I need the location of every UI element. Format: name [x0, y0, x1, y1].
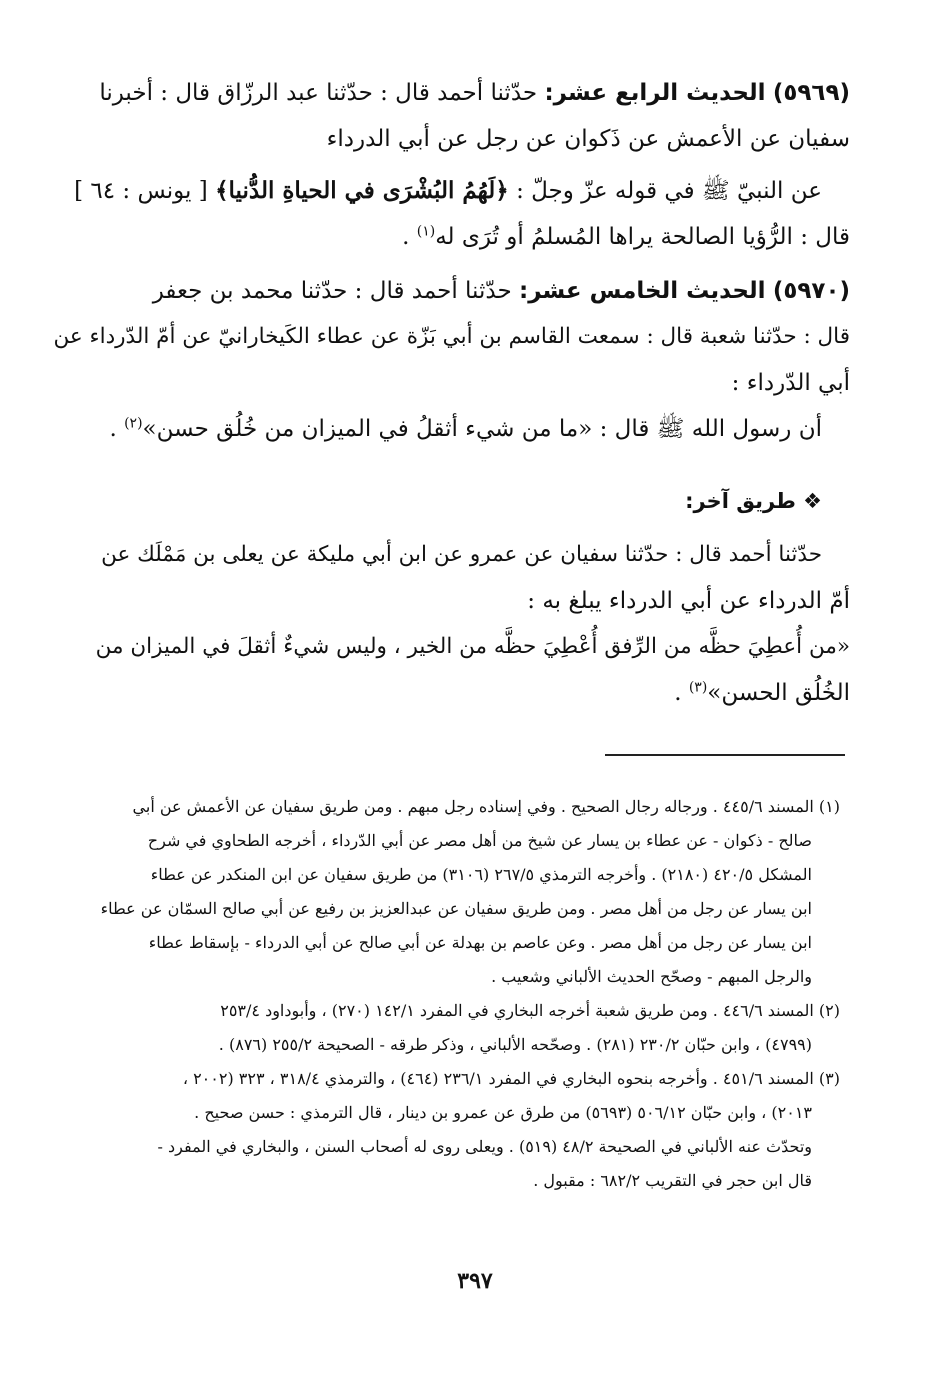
- footnote-1-line: ابن يسار عن رجل من أهل مصر . وعن عاصم بن بهدلة عن أبي صالح عن أبي الدرداء - بإسقاط عطاء: [148, 933, 812, 952]
- footnote-1-line: (١) المسند ٤٤٥/٦ . ورجاله رجال الصحيح . وفي إسناده رجل مبهم . ومن طريق سفيان عن الأعمش عن أبي: [132, 797, 840, 816]
- quran-verse: ﴿لَهُمُ البُشْرَى في الحياةِ الدُّنيا﴾: [215, 177, 509, 204]
- other-route: [95, 532, 850, 716]
- other-route-line-2: أمّ الدرداء عن أبي الدرداء يبلغ به :: [527, 588, 850, 614]
- hadith-14-heading: الحديث الرابع عشر:: [544, 80, 766, 106]
- hadith-15-end: .: [109, 416, 117, 442]
- hadith-14-line-1: [100, 70, 850, 116]
- other-route-line-4: [100, 670, 850, 716]
- hadith-14-chain-start: حدّثنا أحمد قال : حدّثنا عبد الرزّاق قال : أخبرنا: [99, 80, 538, 106]
- hadith-14-line-2: سفيان عن الأعمش عن ذَكوان عن رجل عن أبي الدرداء: [326, 126, 850, 152]
- footnote-3-line: قال ابن حجر في التقريب ٦٨٢/٢ : مقبول .: [533, 1171, 812, 1190]
- main-text: [53, 70, 850, 724]
- other-route-line-3: «من أُعطِيَ حظَّه من الرِّفق أُعْطِيَ حظَّه من الخير ، وليس شيءٌ أثقلَ في الميزان من: [95, 634, 850, 659]
- other-route-line-1: حدّثنا أحمد قال : حدّثنا سفيان عن عمرو عن ابن أبي مليكة عن يعلى بن مَمْلَك عن: [101, 542, 822, 567]
- footnote-2: [100, 994, 840, 1062]
- footnote-2-line: (٢) المسند ٤٤٦/٦ . ومن طريق شعبة أخرجه البخاري في المفرد ١٤٢/١ (٢٧٠) ، وأبوداود ٢٥٣/٤: [220, 1001, 840, 1020]
- page-number: ٣٩٧: [457, 1268, 493, 1294]
- hadith-15-chain-start: حدّثنا أحمد قال : حدّثنا محمد بن جعفر: [152, 278, 512, 304]
- footnote-3-line: وتحدّث عنه الألباني في الصحيحة ٤٨/٢ (٥١٩) . ويعلى روى له أصحاب السنن ، والبخاري في المفرد -: [157, 1137, 812, 1156]
- footnote-1-line: والرجل المبهم - وصحّح الحديث الألباني وشعيب .: [491, 967, 812, 986]
- hadith-14: [74, 70, 850, 260]
- hadith-15: [53, 268, 850, 452]
- footnote-1-line: المشكل ٤٢٠/٥ (٢١٨٠) . وأخرجه الترمذي ٢٦٧/٥ (٣١٠٦) من طريق سفيان عن ابن المنكدر عن عطاء: [150, 865, 812, 884]
- hadith-14-line-3: [74, 168, 850, 214]
- footnotes: [100, 790, 840, 1198]
- hadith-15-line-2: قال : حدّثنا شعبة قال : سمعت القاسم بن أبي بَزّة عن عطاء الكَيخارانيّ عن أمّ الدّرداء عن: [53, 324, 850, 349]
- hadith-14-end: .: [402, 224, 410, 250]
- footnote-3-line: (٣) المسند ٤٥١/٦ . وأخرجه بنحوه البخاري في المفرد ٢٣٦/١ (٤٦٤) ، والترمذي ٣١٨/٤ ، ٣٢٣ (٢٠٠٢ ،: [182, 1069, 840, 1088]
- footnote-ref-3[interactable]: (٣): [688, 679, 708, 696]
- hadith-14-text: قال : الرُّؤيا الصالحة يراها المُسلمُ أو تُرَى له: [435, 224, 850, 250]
- footnote-ref-1[interactable]: (١): [416, 223, 436, 240]
- footnote-3-line: ٢٠١٣) ، وابن حبّان ٥٠٦/١٢ (٥٦٩٣) من طرق عن عمرو بن دينار ، قال الترمذي : حسن صحيح .: [194, 1103, 812, 1122]
- footnote-3: [100, 1062, 840, 1198]
- footnote-1: [100, 790, 840, 994]
- other-route-end: .: [674, 680, 682, 706]
- footnote-ref-2[interactable]: (٢): [124, 415, 143, 432]
- footnote-separator: [605, 754, 845, 756]
- hadith-15-line-1: [100, 268, 850, 314]
- footnote-1-line: صالح - ذكوان - عن عطاء بن يسار عن شيخ من أهل مصر عن أبي الدّرداء ، أخرجه الطحاوي في شرح: [147, 831, 812, 850]
- hadith-15-number: (٥٩٧٠): [772, 278, 850, 304]
- footnote-2-line: (٤٧٩٩) ، وابن حبّان ٢٣٠/٢ (٢٨١) . وصحّحه الألباني ، وذكر طرقه - الصحيحة ٢٥٥/٢ (٨٧٦) .: [218, 1035, 812, 1054]
- footnote-1-line: ابن يسار عن رجل من أهل مصر . ومن طريق سفيان عن عبدالعزيز بن رفيع عن أبي صالح السمّان عن عطاء: [100, 899, 812, 918]
- hadith-14-line-4: [100, 214, 850, 260]
- hadith-14-text-prefix: عن النبيّ ﷺ في قوله عزّ وجلّ :: [516, 178, 822, 204]
- hadith-15-line-4: [100, 406, 850, 452]
- hadith-15-heading: الحديث الخامس عشر:: [519, 278, 766, 304]
- other-route-text: الخُلُق الحسن»: [707, 680, 850, 706]
- verse-reference: [ يونس : ٦٤ ]: [74, 178, 208, 204]
- other-route-heading: ❖ طريق آخر:: [685, 489, 822, 513]
- hadith-14-number: (٥٩٦٩): [772, 80, 850, 106]
- hadith-15-line-3: أبي الدّرداء :: [731, 370, 850, 396]
- hadith-15-text: أن رسول الله ﷺ قال : «ما من شيء أثقلُ في الميزان من خُلُق حسن»: [142, 416, 822, 442]
